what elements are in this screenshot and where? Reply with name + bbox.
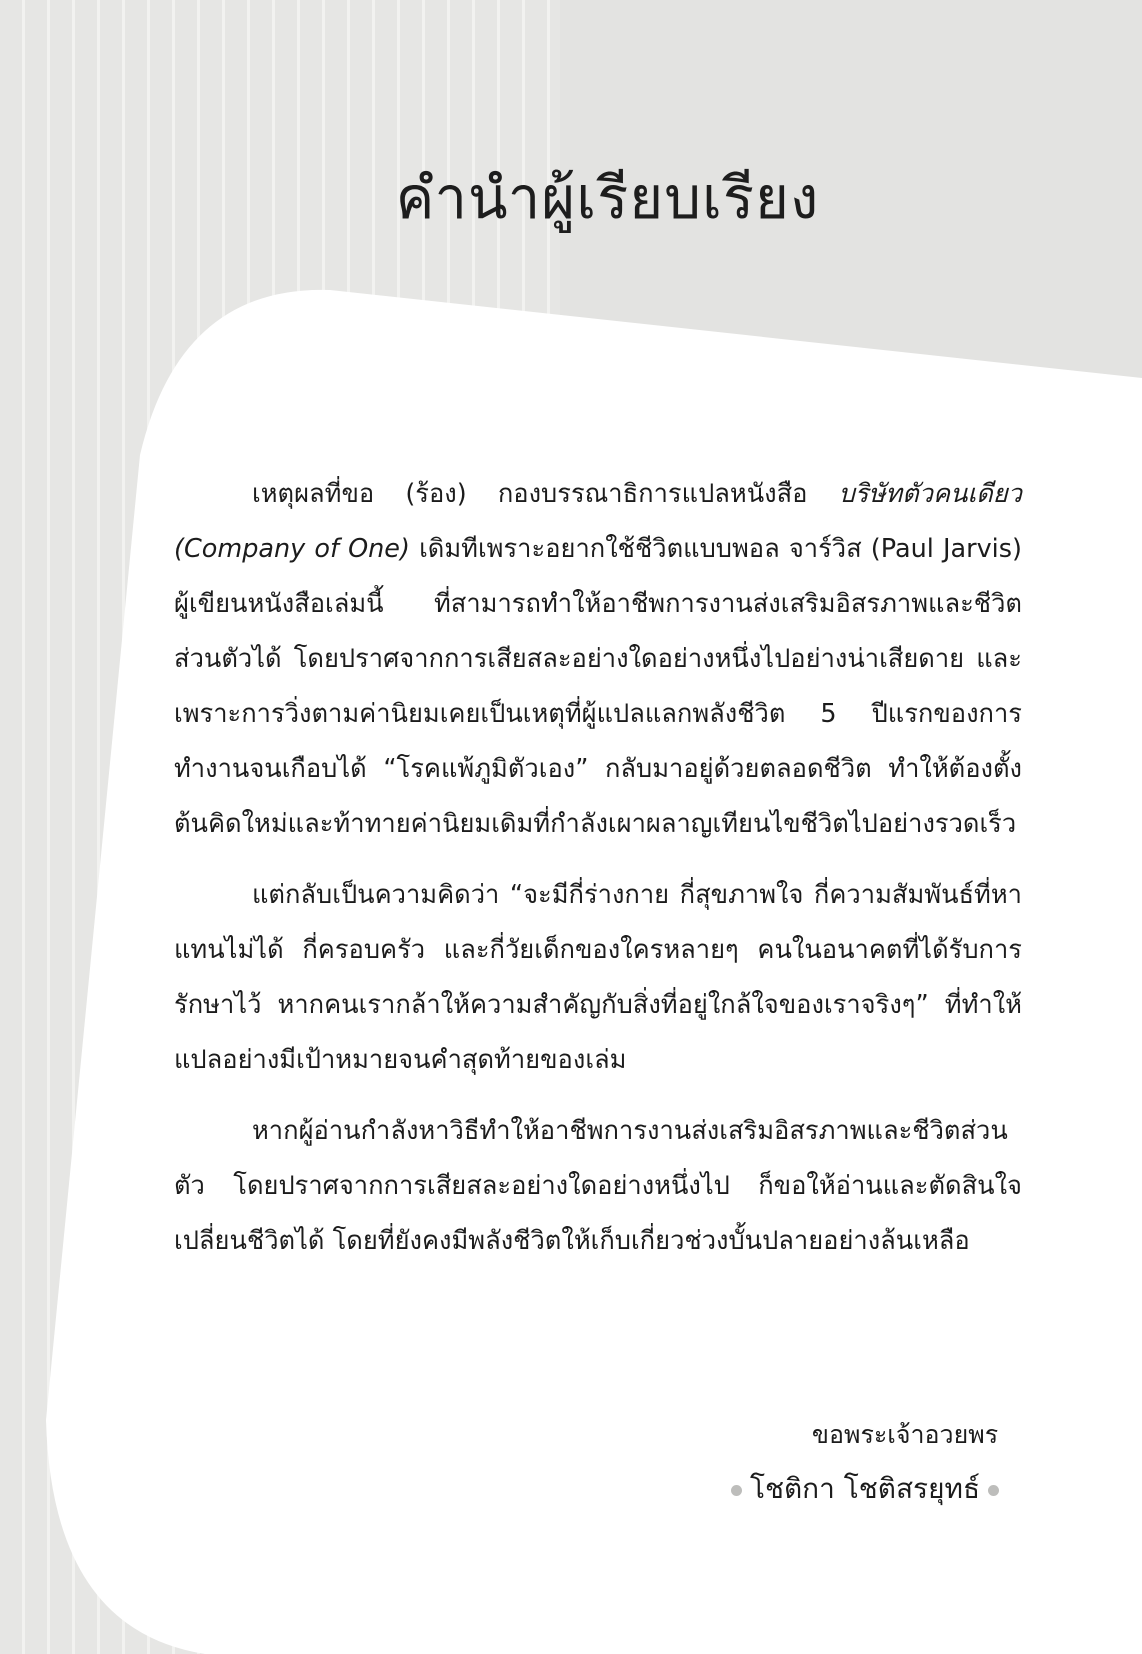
author-signature bbox=[700, 1467, 1030, 1511]
paragraph-2 bbox=[174, 868, 1022, 1088]
paragraph-3 bbox=[174, 1104, 1022, 1269]
page-title: คำนำผู้เรียบเรียง bbox=[395, 163, 820, 232]
closing-blessing: ขอพระเจ้าอวยพร bbox=[811, 1420, 999, 1449]
paragraph-1 bbox=[174, 467, 1022, 852]
preface-body bbox=[174, 467, 1022, 1285]
paragraph-1-intro: เหตุผลที่ขอ (ร้อง) กองบรรณาธิการแปลหนังสือ bbox=[252, 479, 839, 509]
paragraph-2-text: แต่กลับเป็นความคิดว่า “จะมีกี่ร่างกาย กี่สุขภาพใจ กี่ความสัมพันธ์ที่หาแทนไม่ได้ กี่ครอบครัว และกี่วัยเด็กของใครหลายๆ คนในอนาคตที่ได้รับการรักษาไว้ หากคนเรากล้าให้ความสำคัญกับสิ่งที่อยู่ใกล้ใจของเราจริงๆ” ที่ทำให้แปลอย่างมีเป้าหมายจนคำสุดท้ายของเล่ม bbox=[174, 880, 1022, 1075]
author-name: โชติกา โชติสรยุทธ์ bbox=[749, 1472, 981, 1505]
bullet-dot-icon bbox=[988, 1485, 999, 1496]
bullet-dot-icon bbox=[731, 1485, 742, 1496]
paragraph-3-text: หากผู้อ่านกำลังหาวิธีทำให้อาชีพการงานส่งเสริมอิสรภาพและชีวิตส่วนตัว โดยปราศจากการเสียสละอย่างใดอย่างหนึ่งไป ก็ขอให้อ่านและตัดสินใจเปลี่ยนชีวิตได้ โดยที่ยังคงมีพลังชีวิตให้เก็บเกี่ยวช่วงบั้นปลายอย่างล้นเหลือ bbox=[174, 1116, 1022, 1256]
paragraph-1-rest: เดิมทีเพราะอยากใช้ชีวิตแบบพอล จาร์วิส (Paul Jarvis) ผู้เขียนหนังสือเล่มนี้ ที่สามารถทำให้อาชีพการงานส่งเสริมอิสรภาพและชีวิตส่วนตัวได้ โดยปราศจากการเสียสละอย่างใดอย่างหนึ่งไปอย่างน่าเสียดาย และเพราะการวิ่งตามค่านิยมเคยเป็นเหตุที่ผู้แปลแลกพลังชีวิต 5 ปีแรกของการทำงานจนเกือบได้ “โรคแพ้ภูมิตัวเอง” กลับมาอยู่ด้วยตลอดชีวิต ทำให้ต้องตั้งต้นคิดใหม่และท้าทายค่านิยมเดิมที่กำลังเผาผลาญเทียนไขชีวิตไปอย่างรวดเร็ว bbox=[174, 534, 1022, 839]
book-title: บริษัทตัวคนเดียว (Company of One) bbox=[174, 479, 1022, 564]
